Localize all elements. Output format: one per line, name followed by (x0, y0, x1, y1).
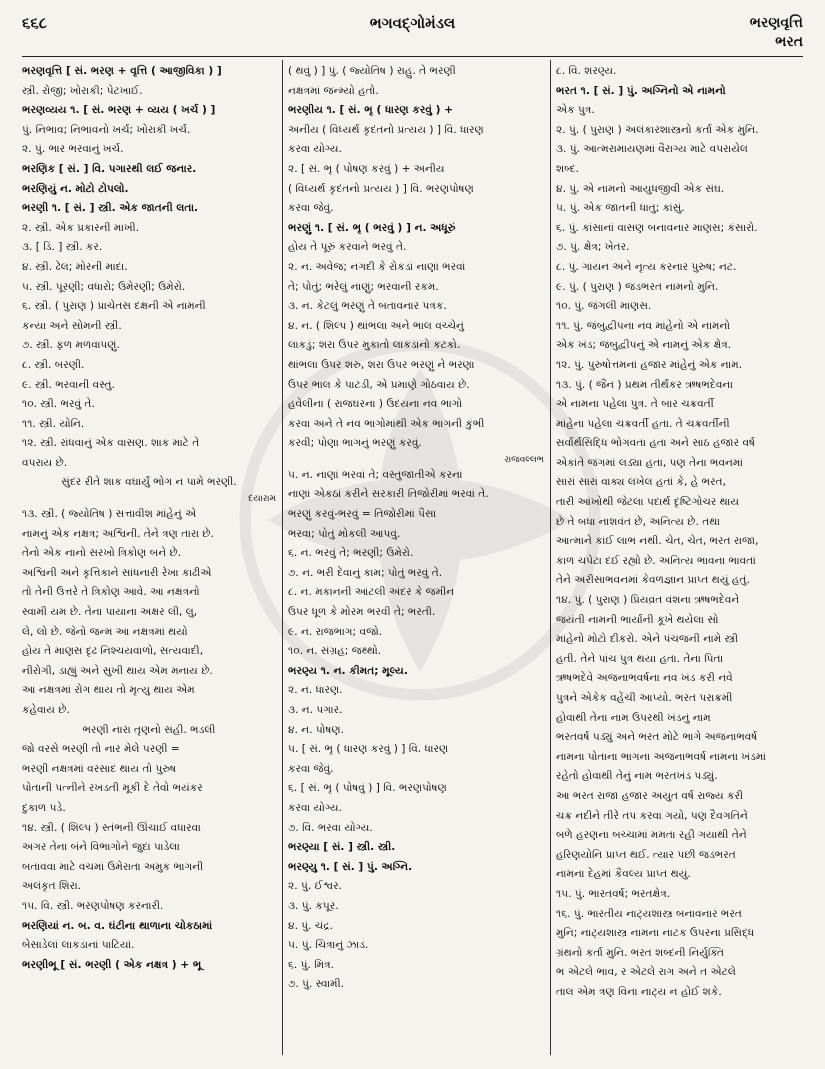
entry-line: ૨. પું. ઈશ્વર. (288, 880, 342, 893)
entry-line: ૬. પું. મિત્ર. (288, 958, 335, 971)
entry-line: માંહેનો મોટો દીકરો. એને પંચજની નામે સ્ત્રી (556, 633, 739, 646)
entry-line: વપરાય છે. (22, 456, 68, 469)
guide-word-last: ભરત (775, 34, 803, 50)
entry-line: ૪. ન. ( શિલ્પ ) થાંભલા અને ભાલ વચ્ચેનું (288, 319, 464, 332)
entry-line: છે તે બધા નાશવંત છે, અનિત્ય છે. તથા (556, 515, 720, 528)
entry-line: હોય તે પૂરું કરવાને ભરવું તે. (288, 241, 407, 254)
entry-line: ૨. ન. અવેજ; નગદી કે રોકડાં નાણાં ભરવાં (288, 260, 466, 273)
entry-line: ૧૫. પું. ભારતવર્ષ; ભરતક્ષેત્ર. (556, 887, 671, 900)
entry-line: ૯. પું. ( પુરાણ ) જડભરત નામનો મુનિ. (556, 280, 719, 293)
entry-line: તારી આંખોથી જેટલા પદાર્થ દૃષ્ટિગોચર થાય (556, 496, 740, 509)
quotation-line: સુંદર રીતે શાક વઘાર્યું ભોગ ન પામે ભરણી. (61, 476, 237, 489)
entry-line: અગર તેના બંને વિભાગોને જુદા પાડેલા (22, 841, 180, 854)
entry-line: ૭. ન. ભરી દેવાનું કામ; પોતું ભરવું તે. (288, 566, 443, 579)
entry-line: સ્ત્રી. રોજી; ખોરાકી; પેટખાઈ. (22, 84, 143, 97)
entry-line: ૧૦. સ્ત્રી. ભરવું તે. (22, 398, 95, 411)
entry-line: ભરણી નક્ષત્રમાં વરસાદ થાય તો પુરુષ (22, 762, 177, 775)
entry-line: આ નક્ષત્રમાં રોગ થાય તો મૃત્યુ થાય એમ (22, 684, 195, 697)
page-header (22, 14, 803, 54)
entry-line: નામના દેહમાં કૈવલ્ય પ્રાપ્ત થયું. (556, 868, 691, 881)
entry-line: ૬. ન. ભરવું તે; ભરણી; ઉમેરો. (288, 547, 414, 560)
entry-headword-line: ભરણ્યા [ સં. ] સ્ત્રી. સ્ત્રી. (288, 841, 396, 854)
entry-line: એ નામના પહેલા પુત્ર. તે બાર ચક્રવર્તી (556, 398, 714, 411)
entry-line: પોતાની પત્નીને રખડતી મૂકી દે તેવો ભયંકર (22, 782, 203, 795)
entry-line: નામનું એક નક્ષત્ર; અશ્વિની. તેને ત્રણ તારા છે. (22, 527, 214, 540)
entry-line: અશ્વિની અને કૃત્તિકાને સાંધનારી રેખા કાઢીએ (22, 566, 212, 579)
entry-headword-line: ભરણીય ૧. [ સં. ભૃ ( ધારણ કરવું ) + (288, 104, 454, 117)
entry-line: તાલ એમ ત્રણ વિના નાટ્ય ન હોઈ શકે. (556, 985, 722, 998)
entry-line: એક ખંડ; જંબુદ્વીપનું એ નામનું એક ક્ષેત્ર. (556, 339, 732, 352)
entry-line: રહેતો હોવાથી તેનું નામ ભરતખંડ પડ્યું. (556, 770, 718, 783)
entry-line: ૪. સ્ત્રી. ઢેલ; મોરની માદા. (22, 260, 128, 273)
entry-line: ભરવા; પોતું મોકલી આપવું. (288, 527, 401, 540)
entry-line: એક પુત્ર. (556, 104, 595, 117)
entry-line: ૨. પું. ( પુરાણ ) અલંકારશાસ્ત્રનો કર્તા એક મુનિ. (556, 123, 759, 136)
entry-line: કરવા યોગ્ય. (288, 801, 342, 814)
entry-line: અલંકૃત શિરા. (22, 880, 82, 893)
entry-line: ૪. પું. એ નામનો આયુધજીવી એક સંઘ. (556, 182, 725, 195)
entry-line: ૧૧. સ્ત્રી. યોનિ. (22, 417, 85, 430)
entry-line: એકાંતે જંગમાં લડ્યા હતા, પણ તેના ભવનમાં (556, 456, 744, 469)
entry-line: બતાવવા માટે વચમાં ઉમેરાતા અમુક ભાગની (22, 860, 204, 873)
entry-line: દુકાળ પડે. (22, 801, 66, 814)
entry-line: તે; પોતું; ભરેલું નાણું; ભરવાની રકમ. (288, 280, 439, 293)
entry-line: ૧૪. પું. ( પુરાણ ) પ્રિયવ્રત વંશના ઋષભદેવને (556, 594, 740, 607)
entry-line: કરવા યોગ્ય. (288, 143, 342, 156)
entry-headword-line: ભરણ્ય ૧. ન. કીમત; મૂલ્ય. (288, 664, 408, 677)
entry-line: ચક્ર નદીને તીરે તપ કરવા ગયો, પણ દૈવગતિને (556, 809, 748, 822)
entry-line: હોય તે માણસ દૃઢ નિશ્ચયવાળો, સત્યવાદી, (22, 645, 204, 658)
entry-line: સારાં સારાં વાક્ય લખેલ હતાં કે, હે ભરત, (556, 476, 726, 489)
entry-line: ૬. સ્ત્રી. ( પુરાણ ) પ્રાચેતસ દક્ષની એ નામની (22, 300, 206, 313)
column-left (22, 62, 276, 1055)
entry-line: ૧૨. સ્ત્રી. રાંધવાનું એક વાસણ. શાક માટે તે (22, 437, 200, 450)
entry-line: ભરણું કરવું-ભરવું = તિજોરીમાં પૈસા (288, 508, 437, 521)
entry-line: તેને અરીસાભવનમાં કેવળજ્ઞાન પ્રાપ્ત થયું હતું. (556, 574, 750, 587)
entry-headword-line: ભરણિયું ન. મોટો ટોપલો. (22, 182, 129, 195)
entry-line: કરવા જેવું. (288, 202, 334, 215)
entry-line: ૬. [ સં. ભૃ ( પોષવું ) ] વિ. ભરણપોષણ (288, 782, 447, 795)
quotation-line: ભરણી નારા તૃણનો સહી. ભડલી (82, 723, 216, 736)
entry-line: મુનિ; નાટ્યશાસ્ત્ર નામના નાટક ઉપરના પ્રસિદ્ધ (556, 927, 755, 940)
entry-line: ૭. સ્ત્રી. ફળ મળવાપણું. (22, 339, 120, 352)
entry-line: આત્માને કાંઈ લાભ નથી. ચેત, ચેત, ભરત રાજા, (556, 535, 759, 548)
entry-line: ૧૪. સ્ત્રી. ( શિલ્પ ) સ્તંભની ઊંચાઈ વધારવા (22, 821, 201, 834)
entry-line: ગ્રંથનો કર્તા મુનિ. ભરત શબ્દની નિર્યુક્તિ (556, 946, 724, 959)
entry-line: ૫. પું. ચિત્રાનું ઝાડ. (288, 939, 369, 952)
entry-line: બેસાડેલાં લાકડાનાં પાટિયાં. (22, 939, 135, 952)
entry-line: સર્વાર્થસિદ્ધિ ભોગવતા હતા અને સાઠ હજાર વર્ષ (556, 437, 756, 450)
entry-line: ૯. સ્ત્રી. ભરવાની વસ્તુ. (22, 378, 115, 391)
entry-line: માંહેના પહેલા ચક્રવર્તી હતા. તે ચક્રવર્તીની (556, 417, 730, 430)
column-divider (282, 60, 283, 1055)
entry-line: ૩. પું. કપૂર. (288, 899, 339, 912)
guide-word-first: ભરણવૃત્તિ (749, 15, 803, 31)
entry-line: ૯. ન. રાજભાગ; વજો. (288, 625, 383, 638)
entry-line: ૫. [ સં. ભૃ ( ધારણ કરવું ) ] વિ. ધારણ (288, 743, 449, 756)
entry-line: ૧૫. વિ. સ્ત્રી. ભરણપોષણ કરનારી. (22, 899, 164, 912)
guide-words (750, 14, 803, 52)
entry-headword-line: ભરણવૃત્તિ [ સં. ભરણ + વૃત્તિ ( આજીવિકા ) ] (22, 65, 222, 77)
entry-line: ૧૧. પું. જંબુદ્વીપના નવ માંહેનો એ નામનો (556, 319, 731, 332)
entry-line: નીરોગી, ડાહ્યું અને સુખી થાય એમ મનાય છે. (22, 664, 213, 677)
column-divider (550, 60, 551, 1055)
entry-line: થાંભલા ઉપર શરુ, શરા ઉપર ભરણું ને ભરણા (288, 358, 475, 371)
entry-line: આ ભરત રાજા હજાર અયુત વર્ષ રાજ્ય કરી (556, 789, 744, 802)
entry-headword-line: ભરણી ૧. [ સં. ] સ્ત્રી. એક જાતની લતા. (22, 202, 199, 215)
entry-headword-line: ભરત ૧. [ સં. ] પું. અગ્નિનો એ નામનો (556, 84, 726, 97)
running-title: ભગવદ્ગોમંડલ (369, 14, 456, 32)
entry-line: ૧૬. પું. ભારતીય નાટ્યશાસ્ત્ર બનાવનાર ભરત (556, 907, 742, 920)
entry-line: ૫. ન. નાણાં ભરવાં તે; વસ્તુજાતીએ કરનાં (288, 468, 463, 481)
entry-line: શબ્દ. (556, 162, 579, 175)
entry-line: ૫. પું. એક જાતની ધાતુ; કાંસું. (556, 202, 685, 215)
citation-source: દયારામ (248, 494, 276, 505)
entry-line: લે, લો છે. જેનો જન્મ આ નક્ષત્રમાં થયો (22, 625, 188, 638)
entry-line: ૬. પું. કાંસાનાં વાસણ બનાવનાર માણસ; કંસારો. (556, 221, 758, 234)
entry-line: કરવા અને તે નવ ભાગોમાંથી એક ભાગની કુંભી (288, 417, 485, 430)
entry-line: ૩. પું. આત્મરામાયણમાં વૈરાગ્ય માટે વપરાયેલ (556, 143, 748, 156)
entry-line: જયંતી નામની ભાર્યાની કૂખે થયેલા સો (556, 613, 719, 626)
entry-line: ( વિધ્યર્થ કૃદંતનો પ્રત્યય ) ] વિ. ભરણપોષણ (288, 182, 474, 195)
entry-line: હરિણયોનિ પ્રાપ્ત થઈ. ત્યાર પછી જડભરત (556, 848, 736, 861)
entry-line: ઉપર ધૂળ કે મોરમ ભરવી તે; ભરતી. (288, 606, 436, 619)
entry-line: કહેવાય છે. (22, 704, 70, 716)
entry-line: હવેલીના ( રાજઘરના ) ઉદયના નવ ભાગો (288, 398, 463, 411)
entry-line: કન્યા અને સોમની સ્ત્રી. (22, 319, 122, 332)
entry-headword-line: ભરણિક [ સં. ] વિ. પગારથી લઈ જનાર. (22, 162, 197, 175)
entry-line: તેનો એક નાનો સરખો ત્રિકોણ બને છે. (22, 547, 182, 560)
entry-line: ઋષભદેવે અજનાભવર્ષના નવ ખંડ કરી નવે (556, 672, 733, 685)
entry-line: ૭. પું. ક્ષેત્ર; ખેતર. (556, 241, 630, 254)
entry-line: ૫. સ્ત્રી. પૂરણી; વધારો; ઉમેરણી; ઉમેરો. (22, 280, 186, 293)
citation-source: રાજવલ્લભ (504, 454, 544, 465)
entry-line: નાણાં એકઠાં કરીને સરકારી તિજોરીમાં ભરવાં તે. (288, 488, 489, 501)
entry-line: ૧૦. પું. જંગલી માણસ. (556, 300, 652, 313)
column-right (556, 62, 804, 1055)
entry-line: ( થવું ) ] પું. ( જ્યોતિષ ) રાહુ. તે ભરણી (288, 65, 456, 77)
entry-line: ૧૨. પું. પુરુષોત્તમનાં હજાર માંહેનું એક નામ. (556, 358, 743, 371)
entry-line: હતી. તેને પાંચ પુત્ર થયા હતા. તેના પિતા (556, 652, 724, 665)
entry-line: ૮. ન. મકાનની આંટલી અંદર કે જમીન (288, 586, 455, 599)
entry-line: ૧૦. ન. સંગ્રહ; જથ્થો. (288, 645, 382, 658)
entry-line: ૨. ન. ધારણ. (288, 684, 343, 697)
entry-line: ૪. ન. પોષણ. (288, 723, 344, 736)
entry-line: હોવાથી તેના નામ ઉપરથી ખંડનું નામ (556, 711, 711, 724)
entry-line: કાળ ચપેટા દઈ રહ્યો છે. અનિત્ય ભાવના ભાવતાં (556, 554, 756, 567)
entry-line: અનીય ( વિધ્યર્થ કૃદંતનો પ્રત્યય ) ] વિ. ધારણ (288, 123, 484, 136)
entry-line: ઉપર ભાલ કે પાટડી, એ પ્રમાણે ગોઠવાય છે. (288, 378, 470, 391)
entry-line: પું. નિભાવ; નિભાવનો ખર્ચ; ખોરાકી ખર્ચ. (22, 123, 191, 136)
entry-line: લાકડું; શરા ઉપર મુકાતો લાકડાનો કટકો. (288, 339, 461, 352)
entry-line: ૧૩. પું. ( જૈન ) પ્રથમ તીર્થંકર ઋષભદેવના (556, 378, 733, 391)
entry-line: ૮. પું. ગાયન અને નૃત્ય કરનાર પુરુષ; નટ. (556, 260, 737, 273)
page-number: ૬૬૮ (22, 14, 48, 32)
entry-headword-line: ભરણ્યુ ૧. [ સં. ] પું. અગ્નિ. (288, 860, 413, 873)
entry-line: ૪. પું. ચંદ્ર. (288, 919, 334, 932)
entry-headword-line: ભરણિયાં ન. બ. વ. ઘંટીના થાળાના ચોકઠામાં (22, 919, 213, 932)
entry-line: જો વરસે ભરણી તો નાર મેલે પરણી = (22, 743, 180, 756)
entry-line: ૩. ન. કેટલું ભરણું તે બતાવનાર પત્રક. (288, 300, 447, 313)
entry-headword-line: ભરણવ્યય ૧. [ સં. ભરણ + વ્યય ( ખર્ચ ) ] (22, 104, 216, 117)
entry-line: ૭. પું. સ્વામી. (288, 978, 345, 991)
entry-line: ૨. [ સં. ભૃ ( પોષણ કરવું ) + અનીય (288, 162, 445, 175)
entry-line: ૭. વિ. ભરવા યોગ્ય. (288, 821, 373, 834)
entry-line: બળે હરણના બચ્ચામાં મમતા રહી ગયાથી તેને (556, 829, 747, 842)
header-rule (22, 56, 803, 57)
entry-line: ભરતવર્ષ પડ્યું અને ભરત મોટે ભાગે અજનાભવર્ષ (556, 731, 758, 744)
entry-line: નામના પોતાના ભાગના અજનાભવર્ષ નામના ખંડમાં (556, 750, 766, 763)
entry-headword-line: ભરણીભૂ [ સં. ભરણી ( એક નક્ષત્ર ) + ભૂ (22, 958, 202, 971)
entry-line: ૧૩. સ્ત્રી. ( જ્યોતિષ ) સત્તાવીશ માંહેનું એ (22, 508, 197, 521)
entry-headword-line: ભરણું ૧. [ સં. ભૃ ( ભરવું ) ] ન. અધૂરું (288, 221, 456, 234)
entry-line: કરવી; પોણા ભાગનું ભરણું કરવું. (288, 437, 422, 450)
entry-line: કરવા જેવું. (288, 762, 334, 775)
entry-line: ૨. પું. ભાર ભરવાનું ખર્ચ. (22, 143, 124, 156)
entry-line: સ્વામી યમ છે. તેના પાયાના અક્ષર લી, લુ, (22, 606, 198, 619)
column-middle (288, 62, 544, 1055)
entry-line: ૮. વિ. શરણ્ય. (556, 65, 617, 77)
entry-line: ૩. ન. પગાર. (288, 704, 343, 716)
entry-line: તો તેની ઉત્તરે તે ત્રિકોણ આવે. આ નક્ષત્રનો (22, 586, 200, 599)
entry-line: પુત્રને એકેક વહેંચી આપ્યો. ભરત પરાક્રમી (556, 692, 733, 704)
entry-line: ૮. સ્ત્રી. બરણી. (22, 358, 85, 371)
entry-line: નક્ષત્રમાં જન્મ્યો હતો. (288, 84, 379, 97)
entry-line: ભ એટલે ભાવ, ર એટલે રાગ અને ત એટલે (556, 966, 736, 979)
entry-line: ૩. [ ડિં. ] સ્ત્રી. કર. (22, 241, 103, 254)
entry-line: ૨. સ્ત્રી. એક પ્રકારની માખી. (22, 221, 140, 234)
